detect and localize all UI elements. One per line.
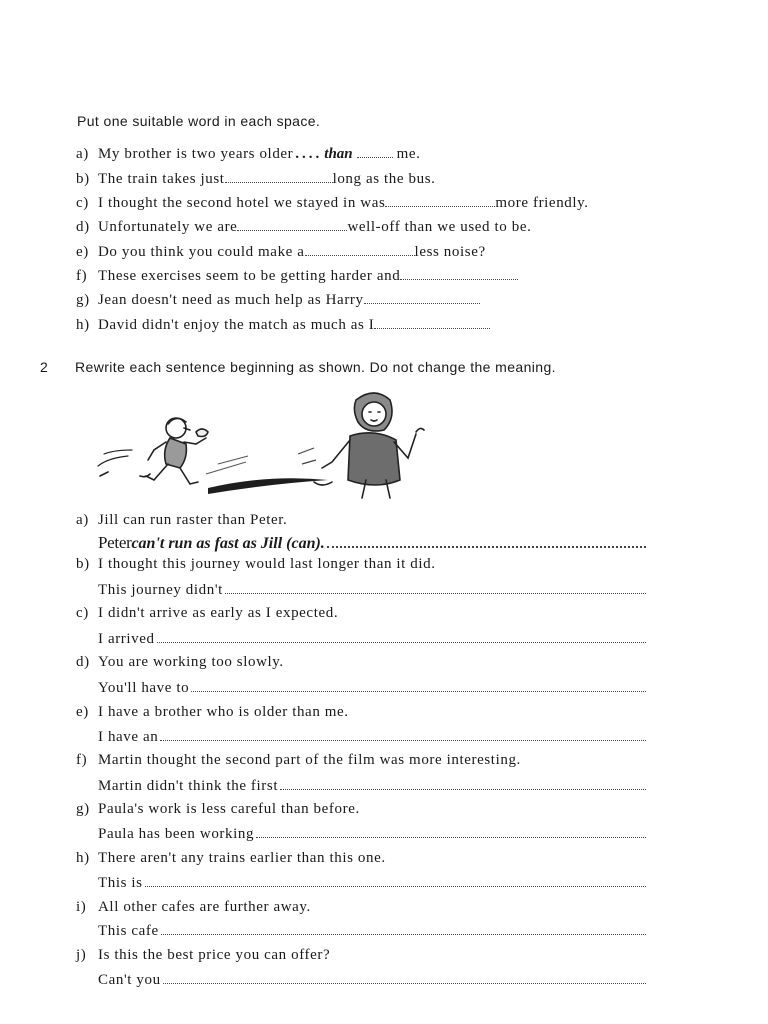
answer-blank[interactable]: [256, 825, 646, 838]
answer-start: This cafe: [98, 923, 159, 939]
item-sentence: I didn't arrive as early as I expected.: [98, 605, 339, 621]
item-label: h): [76, 850, 90, 866]
item-sentence: You are working too slowly.: [98, 654, 284, 670]
running-woman-right-icon: [314, 393, 424, 498]
item-sentence: Jill can run raster than Peter.: [98, 512, 288, 528]
answer-text: can't run as fast as Jill (can).: [131, 535, 325, 552]
item-text-before: The train takes just: [98, 171, 225, 187]
item-text-before: David didn't enjoy the match as much as I: [98, 317, 375, 333]
answer-blank[interactable]: [280, 777, 646, 790]
answer-blank[interactable]: [400, 267, 518, 280]
s1-item-g: [76, 291, 480, 311]
speed-lines-icon: [206, 456, 248, 474]
answer-start: Paula has been working: [98, 826, 255, 842]
answer-start: I arrived: [98, 631, 155, 647]
item-label: j): [76, 947, 87, 963]
item-text-before: These exercises seem to be getting harder and: [98, 268, 401, 284]
answer-start: This journey didn't: [98, 582, 223, 598]
item-label: d): [76, 654, 90, 670]
answer-start: Martin didn't think the first: [98, 778, 279, 794]
answer-blank[interactable]: [374, 316, 490, 329]
answer-blank[interactable]: [163, 971, 646, 984]
answer-start: Peter: [98, 533, 132, 552]
item-sentence: Paula's work is less careful than before.: [98, 801, 360, 817]
item-label: g): [76, 801, 90, 817]
s2-item-b: [76, 556, 436, 576]
item-text-after: well-off than we used to be.: [347, 219, 532, 235]
item-label: i): [76, 899, 87, 915]
answer-blank[interactable]: [385, 194, 495, 207]
answer-start: You'll have to: [98, 680, 190, 696]
item-label: e): [76, 704, 89, 720]
item-label: c): [76, 195, 89, 211]
s2-answer-j: [98, 971, 646, 989]
blank-dots[interactable]: [357, 145, 393, 158]
s2-answer-a: [98, 533, 646, 553]
item-label: f): [76, 752, 88, 768]
section2-number: 2: [40, 359, 49, 375]
s2-answer-e: [98, 728, 646, 746]
item-text-after: more friendly.: [495, 195, 589, 211]
s2-item-e: [76, 704, 349, 724]
item-sentence: There aren't any trains earlier than this one.: [98, 850, 386, 866]
item-sentence: Is this the best price you can offer?: [98, 947, 331, 963]
item-text-before: Jean doesn't need as much help as Harry: [98, 292, 364, 308]
s2-answer-b: [98, 581, 646, 599]
s1-item-f: [76, 267, 518, 287]
item-label: b): [76, 171, 90, 187]
answer-start: This is: [98, 875, 143, 891]
answer-blank[interactable]: [364, 291, 480, 304]
section1-instruction: Put one suitable word in each space.: [77, 113, 321, 129]
s2-answer-h: [98, 874, 646, 892]
s1-item-h: [76, 316, 490, 336]
s2-item-i: [76, 899, 311, 919]
answer-start: I have an: [98, 729, 159, 745]
answer-blank[interactable]: [145, 874, 646, 887]
s1-item-e: [76, 243, 486, 263]
answer-blank[interactable]: [191, 679, 646, 692]
item-label: a): [76, 146, 89, 162]
s2-item-f: [76, 752, 521, 772]
item-sentence: All other cafes are further away.: [98, 899, 311, 915]
answer-blank[interactable]: [225, 581, 646, 594]
s2-answer-d: [98, 679, 646, 697]
answer-blank[interactable]: [305, 243, 415, 256]
section2-instruction: Rewrite each sentence beginning as shown. Do not change the meaning.: [75, 359, 556, 375]
item-text-after: less noise?: [414, 244, 486, 260]
s1-item-d: [76, 218, 531, 238]
s2-answer-i: [98, 922, 646, 940]
item-text-before: Unfortunately we are: [98, 219, 238, 235]
item-label: e): [76, 244, 89, 260]
item-label: a): [76, 512, 89, 528]
item-label: h): [76, 317, 90, 333]
running-man-left-icon: [98, 418, 208, 484]
running-figures-illustration: [88, 384, 438, 504]
item-label: c): [76, 605, 89, 621]
s2-answer-f: [98, 777, 646, 795]
s2-item-c: [76, 605, 338, 625]
item-sentence: I thought this journey would last longer than it did.: [98, 556, 436, 572]
answer-dots[interactable]: [327, 534, 646, 548]
answer-blank[interactable]: [225, 170, 333, 183]
item-text-after: long as the bus.: [332, 171, 436, 187]
s2-item-d: [76, 654, 284, 674]
s1-item-a: [76, 145, 421, 165]
answer-blank[interactable]: [237, 218, 347, 231]
blank-dots: ....: [295, 146, 323, 162]
item-text-before: I thought the second hotel we stayed in was: [98, 195, 386, 211]
s2-item-j: [76, 947, 330, 967]
s2-answer-c: [98, 630, 646, 648]
answer-blank[interactable]: [161, 922, 646, 935]
s2-item-a: [76, 512, 287, 532]
item-label: d): [76, 219, 90, 235]
item-label: f): [76, 268, 88, 284]
s2-item-h: [76, 850, 386, 870]
answer-blank[interactable]: [160, 728, 646, 741]
item-text-before: Do you think you could make a: [98, 244, 305, 260]
s1-item-b: [76, 170, 436, 190]
blank-answer: than: [324, 146, 353, 162]
answer-blank[interactable]: [157, 630, 646, 643]
item-text-before: My brother is two years older: [98, 146, 294, 162]
motion-trail-icon: [208, 478, 328, 494]
s2-item-g: [76, 801, 360, 821]
item-sentence: Martin thought the second part of the film was more interesting.: [98, 752, 521, 768]
item-label: g): [76, 292, 90, 308]
s2-answer-g: [98, 825, 646, 843]
item-text-after: me.: [396, 146, 421, 162]
answer-start: Can't you: [98, 972, 161, 988]
s1-item-c: [76, 194, 589, 214]
item-label: b): [76, 556, 90, 572]
item-sentence: I have a brother who is older than me.: [98, 704, 349, 720]
